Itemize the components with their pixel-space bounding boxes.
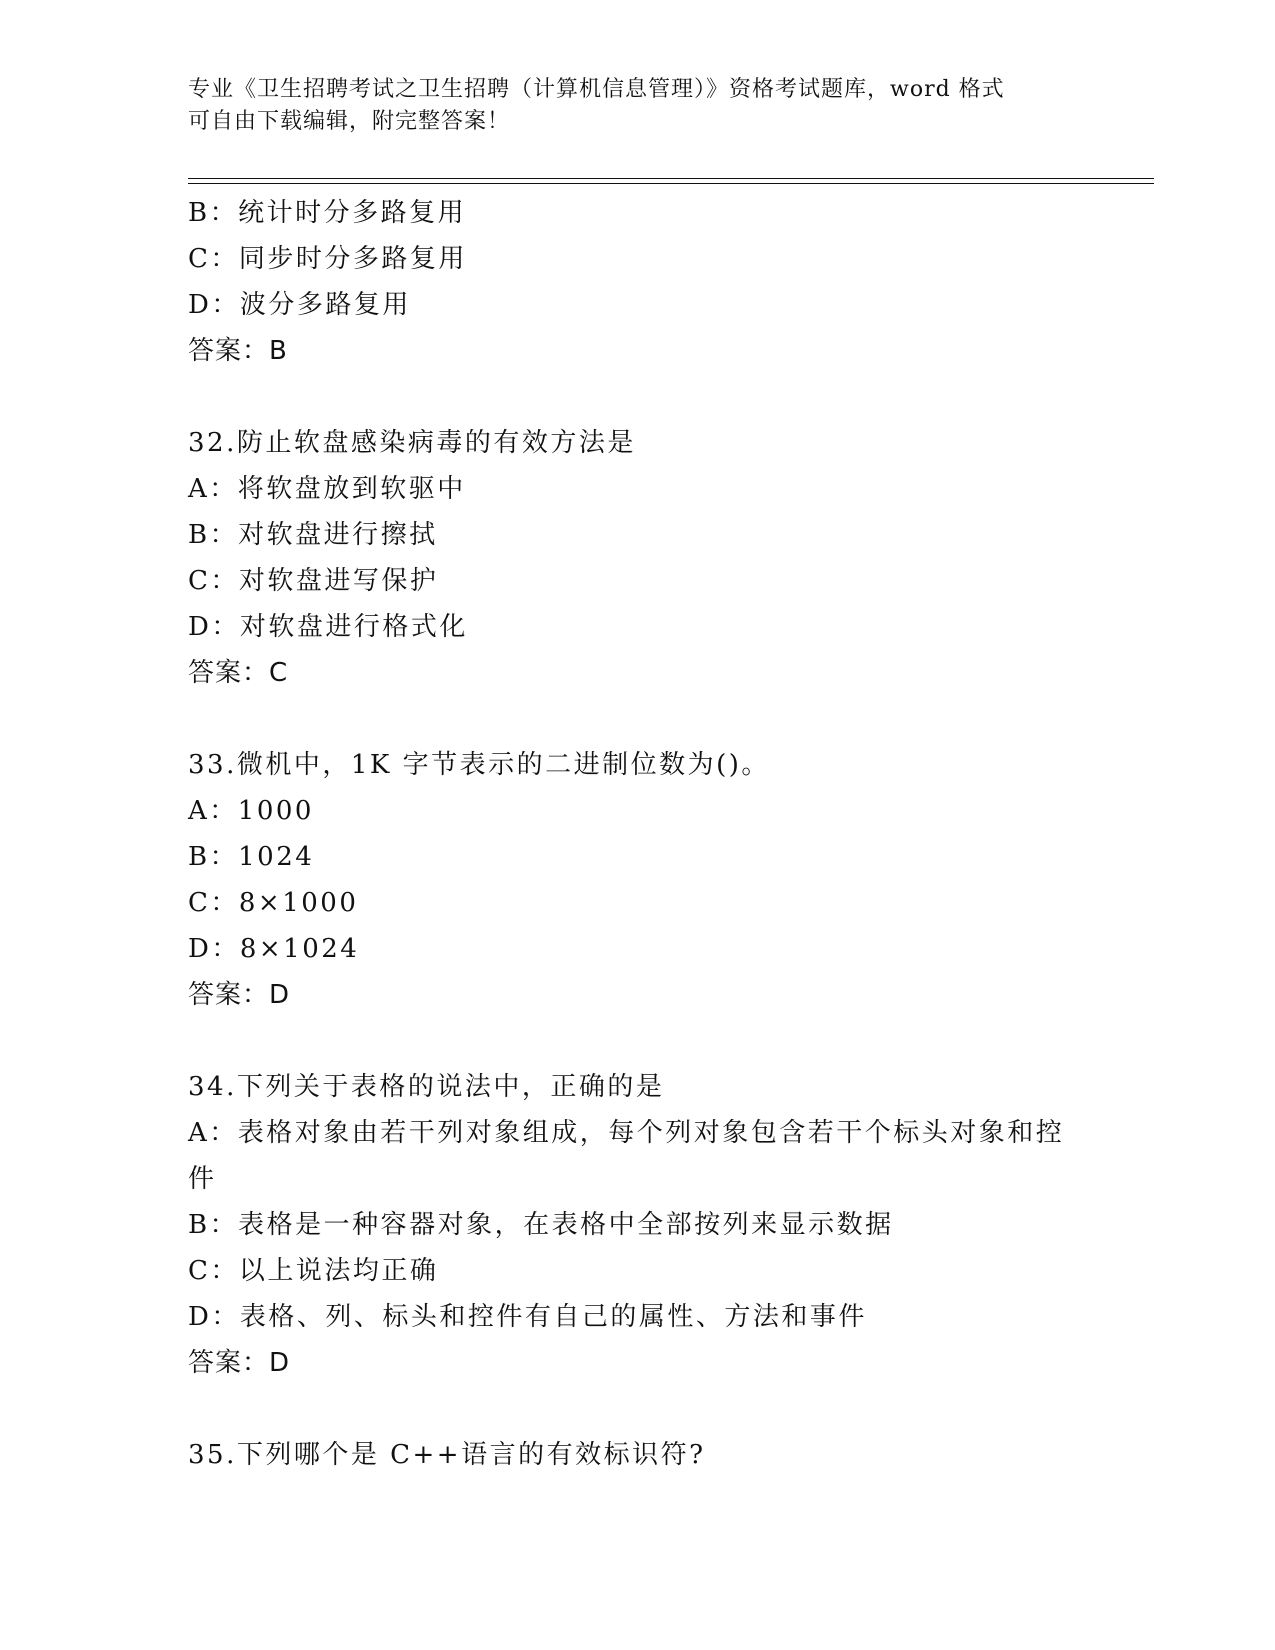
option-d: D：表格、列、标头和控件有自己的属性、方法和事件 (188, 1302, 867, 1332)
option-c: C：对软盘进写保护 (188, 566, 439, 596)
question-31-continued (188, 190, 1088, 374)
option-b: B：表格是一种容器对象，在表格中全部按列来显示数据 (188, 1210, 894, 1240)
spacer (188, 696, 1088, 742)
option-c: C：同步时分多路复用 (188, 244, 467, 274)
question-35 (188, 1432, 1088, 1478)
question-text: 33.微机中，1K 字节表示的二进制位数为()。 (188, 750, 770, 780)
header-divider-top (188, 178, 1154, 179)
spacer (188, 1386, 1088, 1432)
question-text: 32.防止软盘感染病毒的有效方法是 (188, 428, 636, 458)
header-line-1: 专业《卫生招聘考试之卫生招聘（计算机信息管理）》资格考试题库，word 格式 (188, 77, 1005, 102)
header-line-2: 可自由下载编辑，附完整答案！ (188, 109, 511, 134)
question-33 (188, 742, 1088, 1018)
question-list (188, 190, 1088, 1478)
option-b: B：统计时分多路复用 (188, 198, 467, 228)
question-text: 35.下列哪个是 C++语言的有效标识符? (188, 1440, 706, 1470)
answer-line: 答案：D (188, 1348, 291, 1378)
question-text: 34.下列关于表格的说法中，正确的是 (188, 1072, 665, 1102)
answer-line: 答案：D (188, 980, 291, 1010)
option-c: C：8×1000 (188, 888, 359, 918)
spacer (188, 1018, 1088, 1064)
answer-line: 答案：C (188, 658, 289, 688)
option-a: A：将软盘放到软驱中 (188, 474, 466, 504)
option-a: A：表格对象由若干列对象组成，每个列对象包含若干个标头对象和控件 (188, 1118, 1065, 1194)
option-d: D：波分多路复用 (188, 290, 411, 320)
header-divider-bottom (188, 183, 1154, 184)
option-d: D：8×1024 (188, 934, 360, 964)
question-34 (188, 1064, 1088, 1386)
option-d: D：对软盘进行格式化 (188, 612, 468, 642)
option-b: B：对软盘进行擦拭 (188, 520, 438, 550)
option-a: A：1000 (188, 796, 314, 826)
document-header (188, 74, 1078, 138)
option-c: C：以上说法均正确 (188, 1256, 439, 1286)
spacer (188, 374, 1088, 420)
option-b: B：1024 (188, 842, 315, 872)
answer-line: 答案：B (188, 336, 288, 366)
question-32 (188, 420, 1088, 696)
